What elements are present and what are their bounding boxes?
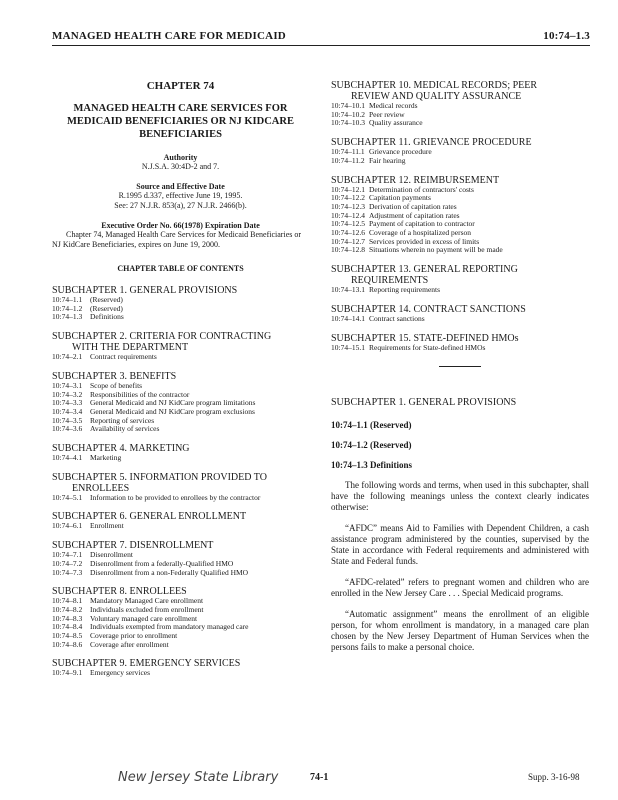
exec-order-text: Chapter 74, Managed Health Care Services for Medicaid Beneficiaries or NJ KidCare Beneficiaries, expires on June 19, 2000. (52, 230, 302, 249)
toc-section-title: Services provided in excess of limits (369, 236, 480, 246)
toc-section-number: 10:74–8.4 (52, 622, 83, 632)
source-text (52, 191, 309, 211)
toc-section-entry (52, 313, 309, 322)
source-line-1: R.1995 d.337, effective June 19, 1995. (118, 191, 243, 200)
definitions-intro: The following words and terms, when used in this subchapter, shall have the following meanings unless the context clearly indicates otherwise: (331, 480, 589, 513)
toc-subchapter (52, 371, 309, 434)
toc-section-title: Disenrollment from a federally-Qualified HMO (90, 558, 234, 568)
left-column (52, 80, 309, 687)
toc-section-title: Emergency services (90, 668, 151, 678)
toc-subchapter-title-line: SUBCHAPTER 9. EMERGENCY SERVICES (52, 658, 241, 670)
toc-subchapter (331, 264, 589, 295)
toc-section-number: 10:74–11.1 (331, 147, 365, 157)
toc-section-title: Quality assurance (369, 118, 423, 128)
toc-subchapter-title (331, 80, 589, 102)
toc-right-list (331, 80, 589, 352)
chapter-number: CHAPTER 74 (146, 80, 215, 92)
toc-section-entry (331, 344, 589, 353)
toc-subchapter-title-line: SUBCHAPTER 4. MARKETING (52, 443, 190, 455)
toc-subchapter-title-line: SUBCHAPTER 7. DISENROLLMENT (52, 540, 214, 552)
toc-section-title: Disenrollment (90, 550, 133, 560)
toc-section-number: 10:74–10.3 (331, 118, 365, 128)
toc-section-title: Adjustment of capitation rates (369, 210, 460, 220)
toc-section-number: 10:74–12.1 (331, 184, 365, 194)
toc-section-number: 10:74–15.1 (331, 342, 365, 352)
toc-subchapter-title-continuation: REVIEW AND QUALITY ASSURANCE (351, 91, 522, 102)
toc-section-number: 10:74–5.1 (52, 492, 83, 502)
toc-left-list (52, 285, 309, 678)
toc-subchapter (52, 285, 309, 322)
toc-subchapter (52, 658, 309, 678)
authority-heading: Authority (163, 153, 198, 162)
header-rule (52, 45, 590, 46)
toc-section-title: Definitions (90, 312, 124, 322)
toc-section-title: Peer review (369, 109, 405, 119)
toc-section-title: Grievance procedure (369, 147, 432, 157)
section-1-1: 10:74–1.1 (Reserved) (331, 420, 412, 431)
toc-subchapter (52, 331, 309, 362)
toc-subchapter-title-line: SUBCHAPTER 15. STATE-DEFINED HMOs (331, 332, 519, 344)
toc-section-entry (52, 454, 309, 463)
toc-section-number: 10:74–2.1 (52, 352, 83, 362)
toc-subchapter-title-line: SUBCHAPTER 10. MEDICAL RECORDS; PEER (331, 80, 538, 91)
toc-subchapter-title (52, 472, 309, 494)
toc-section-number: 10:74–3.1 (52, 380, 83, 390)
toc-subchapter-title-line: SUBCHAPTER 13. GENERAL REPORTING (331, 264, 518, 276)
toc-section-title: Scope of benefits (90, 380, 143, 390)
toc-section-title: Individuals excluded from enrollment (90, 604, 204, 614)
toc-section-title: Marketing (90, 453, 122, 463)
toc-section-number: 10:74–3.6 (52, 424, 83, 434)
toc-section-entry (331, 157, 589, 166)
toc-section-title: (Reserved) (90, 303, 123, 313)
toc-subchapter (52, 540, 309, 577)
toc-section-title: Coverage of a hospitalized person (369, 228, 472, 238)
authority-text: N.J.S.A. 30:4D-2 and 7. (141, 162, 220, 171)
chapter-title: MANAGED HEALTH CARE SERVICES FOR MEDICAID BENEFICIARIES OR NJ KIDCARE BENEFICIARIES (67, 103, 294, 140)
toc-section-number: 10:74–8.6 (52, 639, 83, 649)
toc-section-title: Derivation of capitation rates (369, 201, 457, 211)
toc-section-title: Medical records (369, 101, 418, 110)
toc-subchapter (52, 443, 309, 463)
toc-section-title: General Medicaid and NJ KidCare program limitations (90, 398, 256, 408)
toc-section-title: Information to be provided to enrollees by the contractor (90, 492, 261, 502)
toc-section-number: 10:74–12.6 (331, 228, 365, 238)
toc-subchapter (52, 472, 309, 503)
source-line-2: See: 27 N.J.R. 853(a), 27 N.J.R. 2466(b). (114, 201, 247, 210)
toc-section-entry (52, 669, 309, 678)
toc-section-entry (52, 425, 309, 434)
toc-section-title: Individuals exempted from mandatory managed care (90, 622, 249, 632)
toc-section-title: Voluntary managed care enrollment (90, 613, 198, 623)
toc-subchapter-title-line: SUBCHAPTER 14. CONTRACT SANCTIONS (331, 303, 526, 315)
toc-section-number: 10:74–9.1 (52, 668, 83, 678)
toc-section-number: 10:74–1.1 (52, 295, 83, 304)
toc-subchapter-title-line: SUBCHAPTER 5. INFORMATION PROVIDED TO (52, 471, 267, 483)
toc-section-title: Requirements for State-defined HMOs (369, 342, 486, 352)
toc-section-number: 10:74–1.3 (52, 312, 83, 322)
toc-section-number: 10:74–12.3 (331, 201, 365, 211)
toc-section-title: Reporting requirements (369, 285, 441, 295)
toc-section-number: 10:74–7.2 (52, 558, 83, 568)
toc-subchapter-title-continuation: WITH THE DEPARTMENT (72, 342, 189, 354)
toc-section-number: 10:74–3.5 (52, 415, 83, 425)
toc-section-entry (331, 286, 589, 295)
supplement-date: Supp. 3-16-98 (528, 772, 580, 782)
toc-subchapter-title-continuation: REQUIREMENTS (351, 275, 429, 287)
source-heading: Source and Effective Date (136, 182, 225, 191)
toc-subchapter (331, 137, 589, 165)
toc-subchapter-title-line: SUBCHAPTER 12. REIMBURSEMENT (331, 174, 500, 186)
toc-subchapter (331, 175, 589, 256)
toc-section-title: Mandatory Managed Care enrollment (90, 596, 204, 606)
toc-section-number: 10:74–6.1 (52, 521, 83, 531)
toc-subchapter-title-line: SUBCHAPTER 2. CRITERIA FOR CONTRACTING (52, 331, 272, 343)
toc-section-entry (52, 522, 309, 531)
toc-section-title: Coverage prior to enrollment (90, 631, 178, 641)
toc-subchapter (331, 333, 589, 353)
toc-section-number: 10:74–8.2 (52, 604, 83, 614)
toc-subchapter-title-line: SUBCHAPTER 3. BENEFITS (52, 370, 177, 382)
toc-subchapter (331, 80, 589, 128)
toc-section-entry (52, 569, 309, 578)
toc-section-title: Responsibilities of the contractor (90, 389, 190, 399)
toc-section-title: Capitation payments (369, 193, 431, 203)
toc-section-title: Fair hearing (369, 155, 406, 165)
toc-section-number: 10:74–8.3 (52, 613, 83, 623)
toc-section-number: 10:74–12.4 (331, 210, 365, 220)
toc-section-number: 10:74–12.2 (331, 193, 365, 203)
toc-section-title: Contract requirements (90, 352, 157, 362)
library-stamp-logo: New Jersey State Library (118, 770, 279, 785)
header-title: MANAGED HEALTH CARE FOR MEDICAID (52, 30, 286, 42)
toc-section-number: 10:74–12.5 (331, 219, 365, 229)
toc-subchapter-title (52, 331, 309, 353)
toc-section-title: Contract sanctions (369, 313, 425, 323)
toc-subchapter (52, 586, 309, 649)
toc-subchapter-title (331, 175, 589, 186)
toc-section-number: 10:74–3.4 (52, 406, 83, 416)
toc-section-number: 10:74–4.1 (52, 453, 83, 463)
toc-section-number: 10:74–3.3 (52, 398, 83, 408)
header-section: 10:74–1.3 (543, 30, 590, 42)
toc-section-number: 10:74–8.1 (52, 596, 83, 606)
toc-section-number: 10:74–11.2 (331, 155, 365, 165)
exec-order-heading: Executive Order No. 66(1978) Expiration Date (101, 221, 260, 230)
toc-section-number: 10:74–3.2 (52, 389, 83, 399)
toc-section-title: Availability of services (90, 424, 160, 434)
toc-section-number: 10:74–12.7 (331, 236, 365, 246)
toc-section-number: 10:74–14.1 (331, 313, 365, 323)
toc-section-number: 10:74–10.2 (331, 109, 365, 119)
toc-section-entry (52, 353, 309, 362)
toc-section-entry (331, 119, 589, 128)
right-column (331, 80, 589, 663)
toc-subchapter (52, 511, 309, 531)
toc-subchapter-title-line: SUBCHAPTER 6. GENERAL ENROLLMENT (52, 511, 247, 523)
toc-section-title: Determination of contractors' costs (369, 184, 474, 194)
toc-section-number: 10:74–12.8 (331, 245, 365, 255)
toc-subchapter (331, 304, 589, 324)
toc-section-title: (Reserved) (90, 295, 123, 304)
toc-section-number: 10:74–8.5 (52, 631, 83, 641)
page-number: 74-1 (310, 772, 329, 783)
toc-section-number: 10:74–1.2 (52, 303, 83, 313)
toc-section-entry (331, 246, 589, 255)
section-divider (439, 366, 481, 367)
toc-section-title: Payment of capitation to contractor (369, 219, 475, 229)
toc-heading: CHAPTER TABLE OF CONTENTS (117, 264, 244, 273)
toc-section-number: 10:74–7.1 (52, 550, 83, 560)
toc-section-title: Enrollment (90, 521, 124, 531)
toc-section-title: Coverage after enrollment (90, 639, 169, 649)
toc-section-title: Reporting of services (90, 415, 155, 425)
definition-automatic-assignment: “Automatic assignment” means the enrollment of an eligible person, for whom enrollment is mandatory, in a managed care plan chosen by the New Jersey Department of Human Services when the persons fails to make a personal choice. (331, 609, 589, 653)
toc-subchapter-title-line: SUBCHAPTER 1. GENERAL PROVISIONS (52, 285, 238, 296)
toc-subchapter-title-line: SUBCHAPTER 11. GRIEVANCE PROCEDURE (331, 137, 532, 149)
running-header (52, 30, 590, 42)
toc-section-title: Disenrollment from a non-Federally Qualified HMO (90, 567, 249, 577)
toc-subchapter-title (331, 333, 589, 344)
section-1-2: 10:74–1.2 (Reserved) (331, 440, 412, 451)
section-1-3: 10:74–1.3 Definitions (331, 460, 412, 471)
toc-subchapter-title (331, 264, 589, 286)
definition-afdc: “AFDC” means Aid to Families with Dependent Children, a cash assistance program administered by the counties, supervised by the State in accordance with Federal requirements and administered with State and Federal funds. (331, 523, 589, 567)
toc-section-title: General Medicaid and NJ KidCare program exclusions (90, 406, 255, 416)
toc-section-number: 10:74–13.1 (331, 285, 365, 295)
toc-subchapter-title-continuation: ENROLLEES (72, 482, 130, 494)
body-subchapter-heading: SUBCHAPTER 1. GENERAL PROVISIONS (331, 397, 517, 409)
toc-section-entry (52, 494, 309, 503)
toc-section-title: Situations wherein no payment will be made (369, 245, 503, 255)
toc-section-entry (52, 641, 309, 650)
toc-subchapter-title-line: SUBCHAPTER 8. ENROLLEES (52, 586, 187, 598)
toc-section-number: 10:74–7.3 (52, 567, 83, 577)
definition-afdc-related: “AFDC-related” refers to pregnant women and children who are enrolled in the New Jersey Care . . . Special Medicaid programs. (331, 577, 589, 599)
toc-section-entry (331, 315, 589, 324)
toc-section-number: 10:74–10.1 (331, 101, 365, 110)
